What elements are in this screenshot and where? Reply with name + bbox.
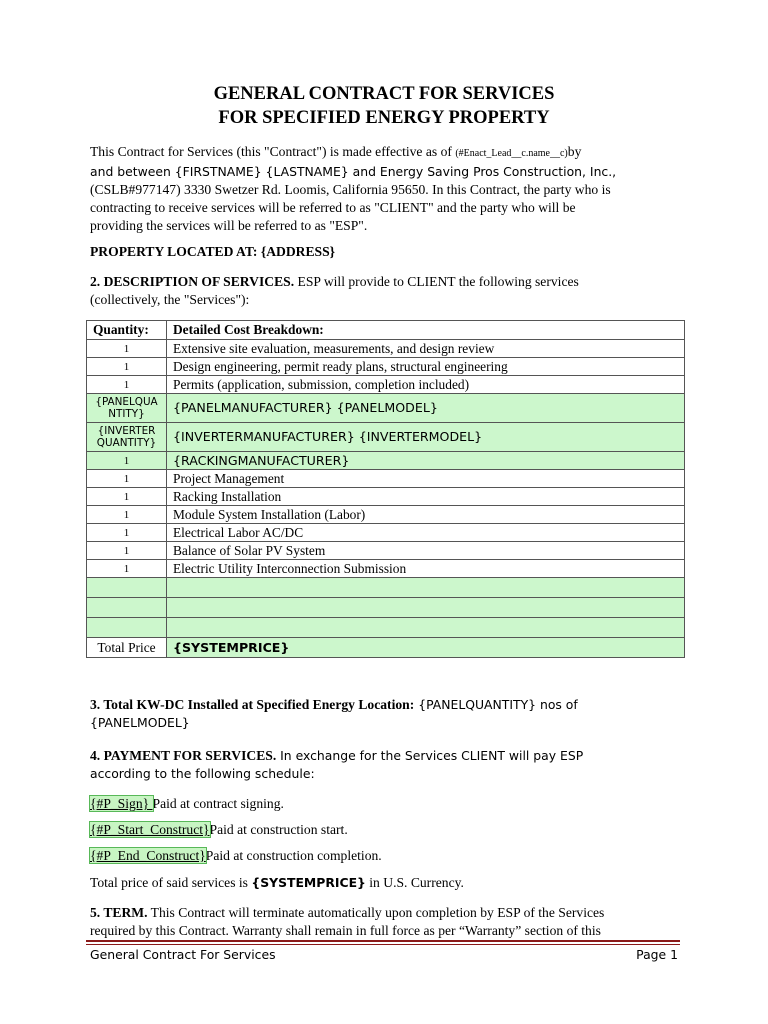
total-price-line: Total price of said services is {SYSTEMPRICE} in U.S. Currency.: [90, 875, 464, 890]
footer-title: General Contract For Services: [90, 947, 276, 962]
payment-end-line: {#P_End_Construct}Paid at construction completion.: [90, 848, 382, 863]
table-header-row: [87, 321, 685, 340]
section-3: 3. Total KW-DC Installed at Specified Energy Location: {PANELQUANTITY} nos of {PANELMODEL}: [90, 697, 578, 730]
document-title: GENERAL CONTRACT FOR SERVICES: [213, 84, 555, 104]
table-row: 1 Permits (application, submission, completion included): [87, 376, 685, 394]
property-location: PROPERTY LOCATED AT: {ADDRESS}: [90, 244, 336, 259]
section-4: 4. PAYMENT FOR SERVICES. In exchange for the Services CLIENT will pay ESP according to the following schedule:: [90, 748, 584, 781]
payment-start-line: {#P_Start_Construct}Paid at construction start.: [90, 822, 348, 837]
section-4-heading: 4. PAYMENT FOR SERVICES.: [90, 748, 277, 763]
table-row-empty: [87, 598, 685, 618]
section-3-heading: 3. Total KW-DC Installed at Specified Energy Location:: [90, 697, 415, 712]
table-row: 1 Module System Installation (Labor): [87, 506, 685, 524]
services-table: [86, 320, 685, 658]
header-description: Detailed Cost Breakdown:: [167, 321, 685, 340]
table-row: 1 Project Management: [87, 470, 685, 488]
end-construct-field: {#P_End_Construct}: [90, 848, 206, 863]
table-row-panel: {PANELQUA NTITY} {PANELMANUFACTURER} {PANELMODEL}: [87, 394, 685, 423]
section-2-heading: 2. DESCRIPTION OF SERVICES.: [90, 274, 295, 289]
table-row: 1 Design engineering, permit ready plans, structural engineering: [87, 358, 685, 376]
payment-sign-line: {#P_Sign} Paid at contract signing.: [90, 796, 284, 811]
start-construct-field: {#P_Start_Construct}: [90, 822, 210, 837]
table-row-inverter: {INVERTER QUANTITY} {INVERTERMANUFACTURER} {INVERTERMODEL}: [87, 423, 685, 452]
intro-paragraph: This Contract for Services (this "Contract") is made effective as of (#Enact_Lead__c.name__c)by and between {FIRSTNAME} {LASTNAME} and Energy Saving Pros Construction, Inc., (CSLB#977147) 3330 Swetzer Rd. Loomis, California 95650. In this Contract, the party who is contracting to receive services will be referred to as "CLIENT" and the party who will be providing the services will be referred to as "ESP".: [90, 144, 617, 233]
table-row-empty: [87, 578, 685, 598]
sign-field: {#P_Sign}: [90, 796, 153, 811]
footer-divider-thin: [86, 944, 680, 945]
section-5-heading: 5. TERM.: [90, 905, 148, 920]
table-total-row: [87, 638, 685, 658]
total-price-value: {SYSTEMPRICE}: [167, 638, 685, 658]
table-row: 1 Electric Utility Interconnection Submission: [87, 560, 685, 578]
table-row-racking: 1 {RACKINGMANUFACTURER}: [87, 452, 685, 470]
table-row: 1 Extensive site evaluation, measurements, and design review: [87, 340, 685, 358]
table-row: 1 Electrical Labor AC/DC: [87, 524, 685, 542]
total-price-label: Total Price: [87, 638, 167, 658]
enact-lead-field: (#Enact_Lead__c.name__c): [455, 148, 568, 159]
section-5: 5. TERM. This Contract will terminate automatically upon completion by ESP of the Services required by this Contract. Warranty shall remain in full force as per “Warranty” section of this: [90, 905, 605, 938]
footer-divider: [86, 940, 680, 942]
document-subtitle: FOR SPECIFIED ENERGY PROPERTY: [218, 108, 550, 128]
table-row-empty: [87, 618, 685, 638]
table-row: 1 Racking Installation: [87, 488, 685, 506]
section-2: 2. DESCRIPTION OF SERVICES. ESP will provide to CLIENT the following services (collectively, the "Services"):: [90, 274, 579, 307]
table-row: 1 Balance of Solar PV System: [87, 542, 685, 560]
page-number: Page 1: [636, 947, 678, 962]
header-quantity: Quantity:: [87, 321, 167, 340]
